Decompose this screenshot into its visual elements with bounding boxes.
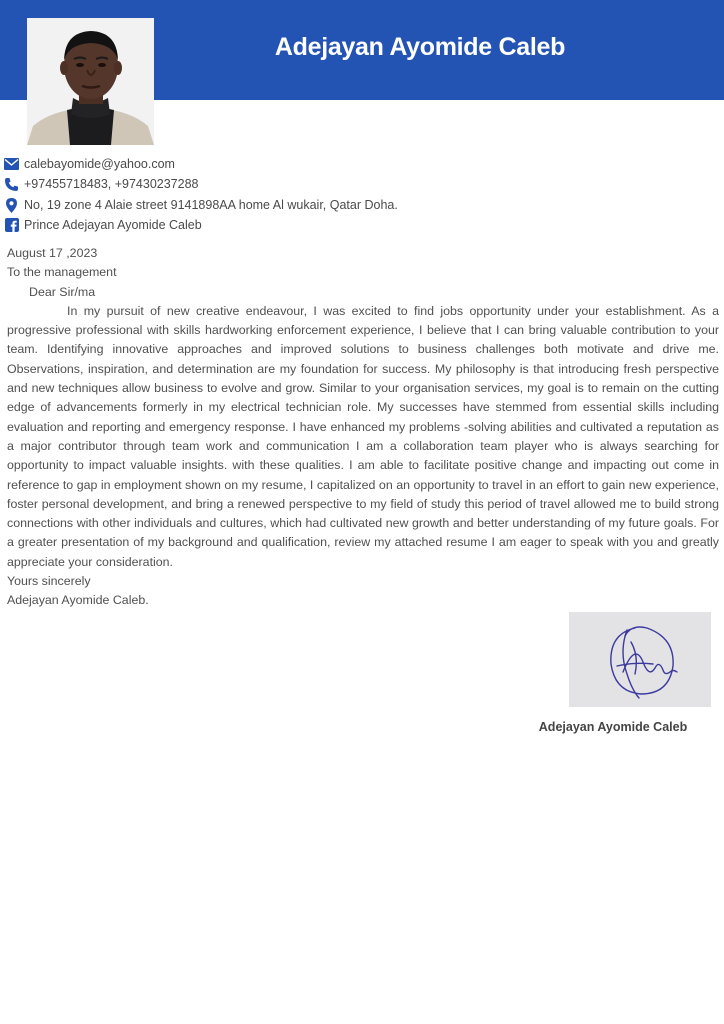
letter-body: In my pursuit of new creative endeavour, I was excited to find jobs opportunity under your establishment. As a progressive professional with skills hardworking enforcement experience, I believe that I can bring valuable contribution to your team. Identifying innovative approaches and improved solutions to business challenges both motivate and drive me. Observations, inspiration, and determination are my foundation for success. My philosophy is that introducing fresh perspective and new techniques allow business to evolve and grow. Similar to your organisation services, my goal is to remain on the cutting edge of advancements formerly in my electrical technician role. My successes have stemmed from essential skills including evaluation and reporting and emergency response. I have enhanced my problems -solving abilities and cultivated a reputation as a major contributor through team work and communication I am a collaboration team player who is always searching for opportunity to impact valuable insights. with these qualities. I am able to facilitate positive change and impacting out come in reference to gap in employment shown on my resume, I capitalized on an opportunity to travel in an effort to gain new experience, foster personal development, and bring a renewed perspective to my field of study this period of travel allowed me to build strong connections with other individuals and cultures, which had cultivated new growth and better understanding of my future goals. For a greater presentation of my background and qualification, review my attached resume I am eager to speak with you and greatly appreciate your consideration. (7, 303, 719, 569)
handwritten-signature (569, 612, 711, 707)
profile-photo-illustration (27, 18, 154, 145)
letter-signoff-name: Adejayan Ayomide Caleb. (7, 593, 149, 608)
letter-recipient: To the management (7, 265, 117, 280)
letter-closing: Yours sincerely (7, 574, 91, 589)
signature-printed-name: Adejayan Ayomide Caleb (538, 720, 688, 734)
contact-email[interactable]: calebayomide@yahoo.com (24, 157, 175, 171)
facebook-icon (4, 218, 19, 233)
cover-letter (7, 244, 719, 611)
signature-image (569, 612, 711, 707)
contact-facebook[interactable]: Prince Adejayan Ayomide Caleb (24, 218, 202, 232)
header-name: Adejayan Ayomide Caleb (274, 33, 566, 61)
contact-phone-row (4, 175, 199, 193)
contact-address-row (4, 196, 398, 214)
letter-date: August 17 ,2023 (7, 246, 98, 260)
contact-email-row (4, 155, 175, 173)
phone-icon (4, 177, 19, 192)
letter-salutation: Dear Sir/ma (29, 284, 96, 299)
location-pin-icon (4, 198, 19, 213)
envelope-icon (4, 157, 19, 172)
profile-photo (27, 18, 154, 145)
contact-address: No, 19 zone 4 Alaie street 9141898AA home Al wukair, Qatar Doha. (24, 198, 398, 212)
contact-facebook-row (4, 216, 202, 234)
contact-phone[interactable]: +97455718483, +97430237288 (24, 177, 199, 191)
